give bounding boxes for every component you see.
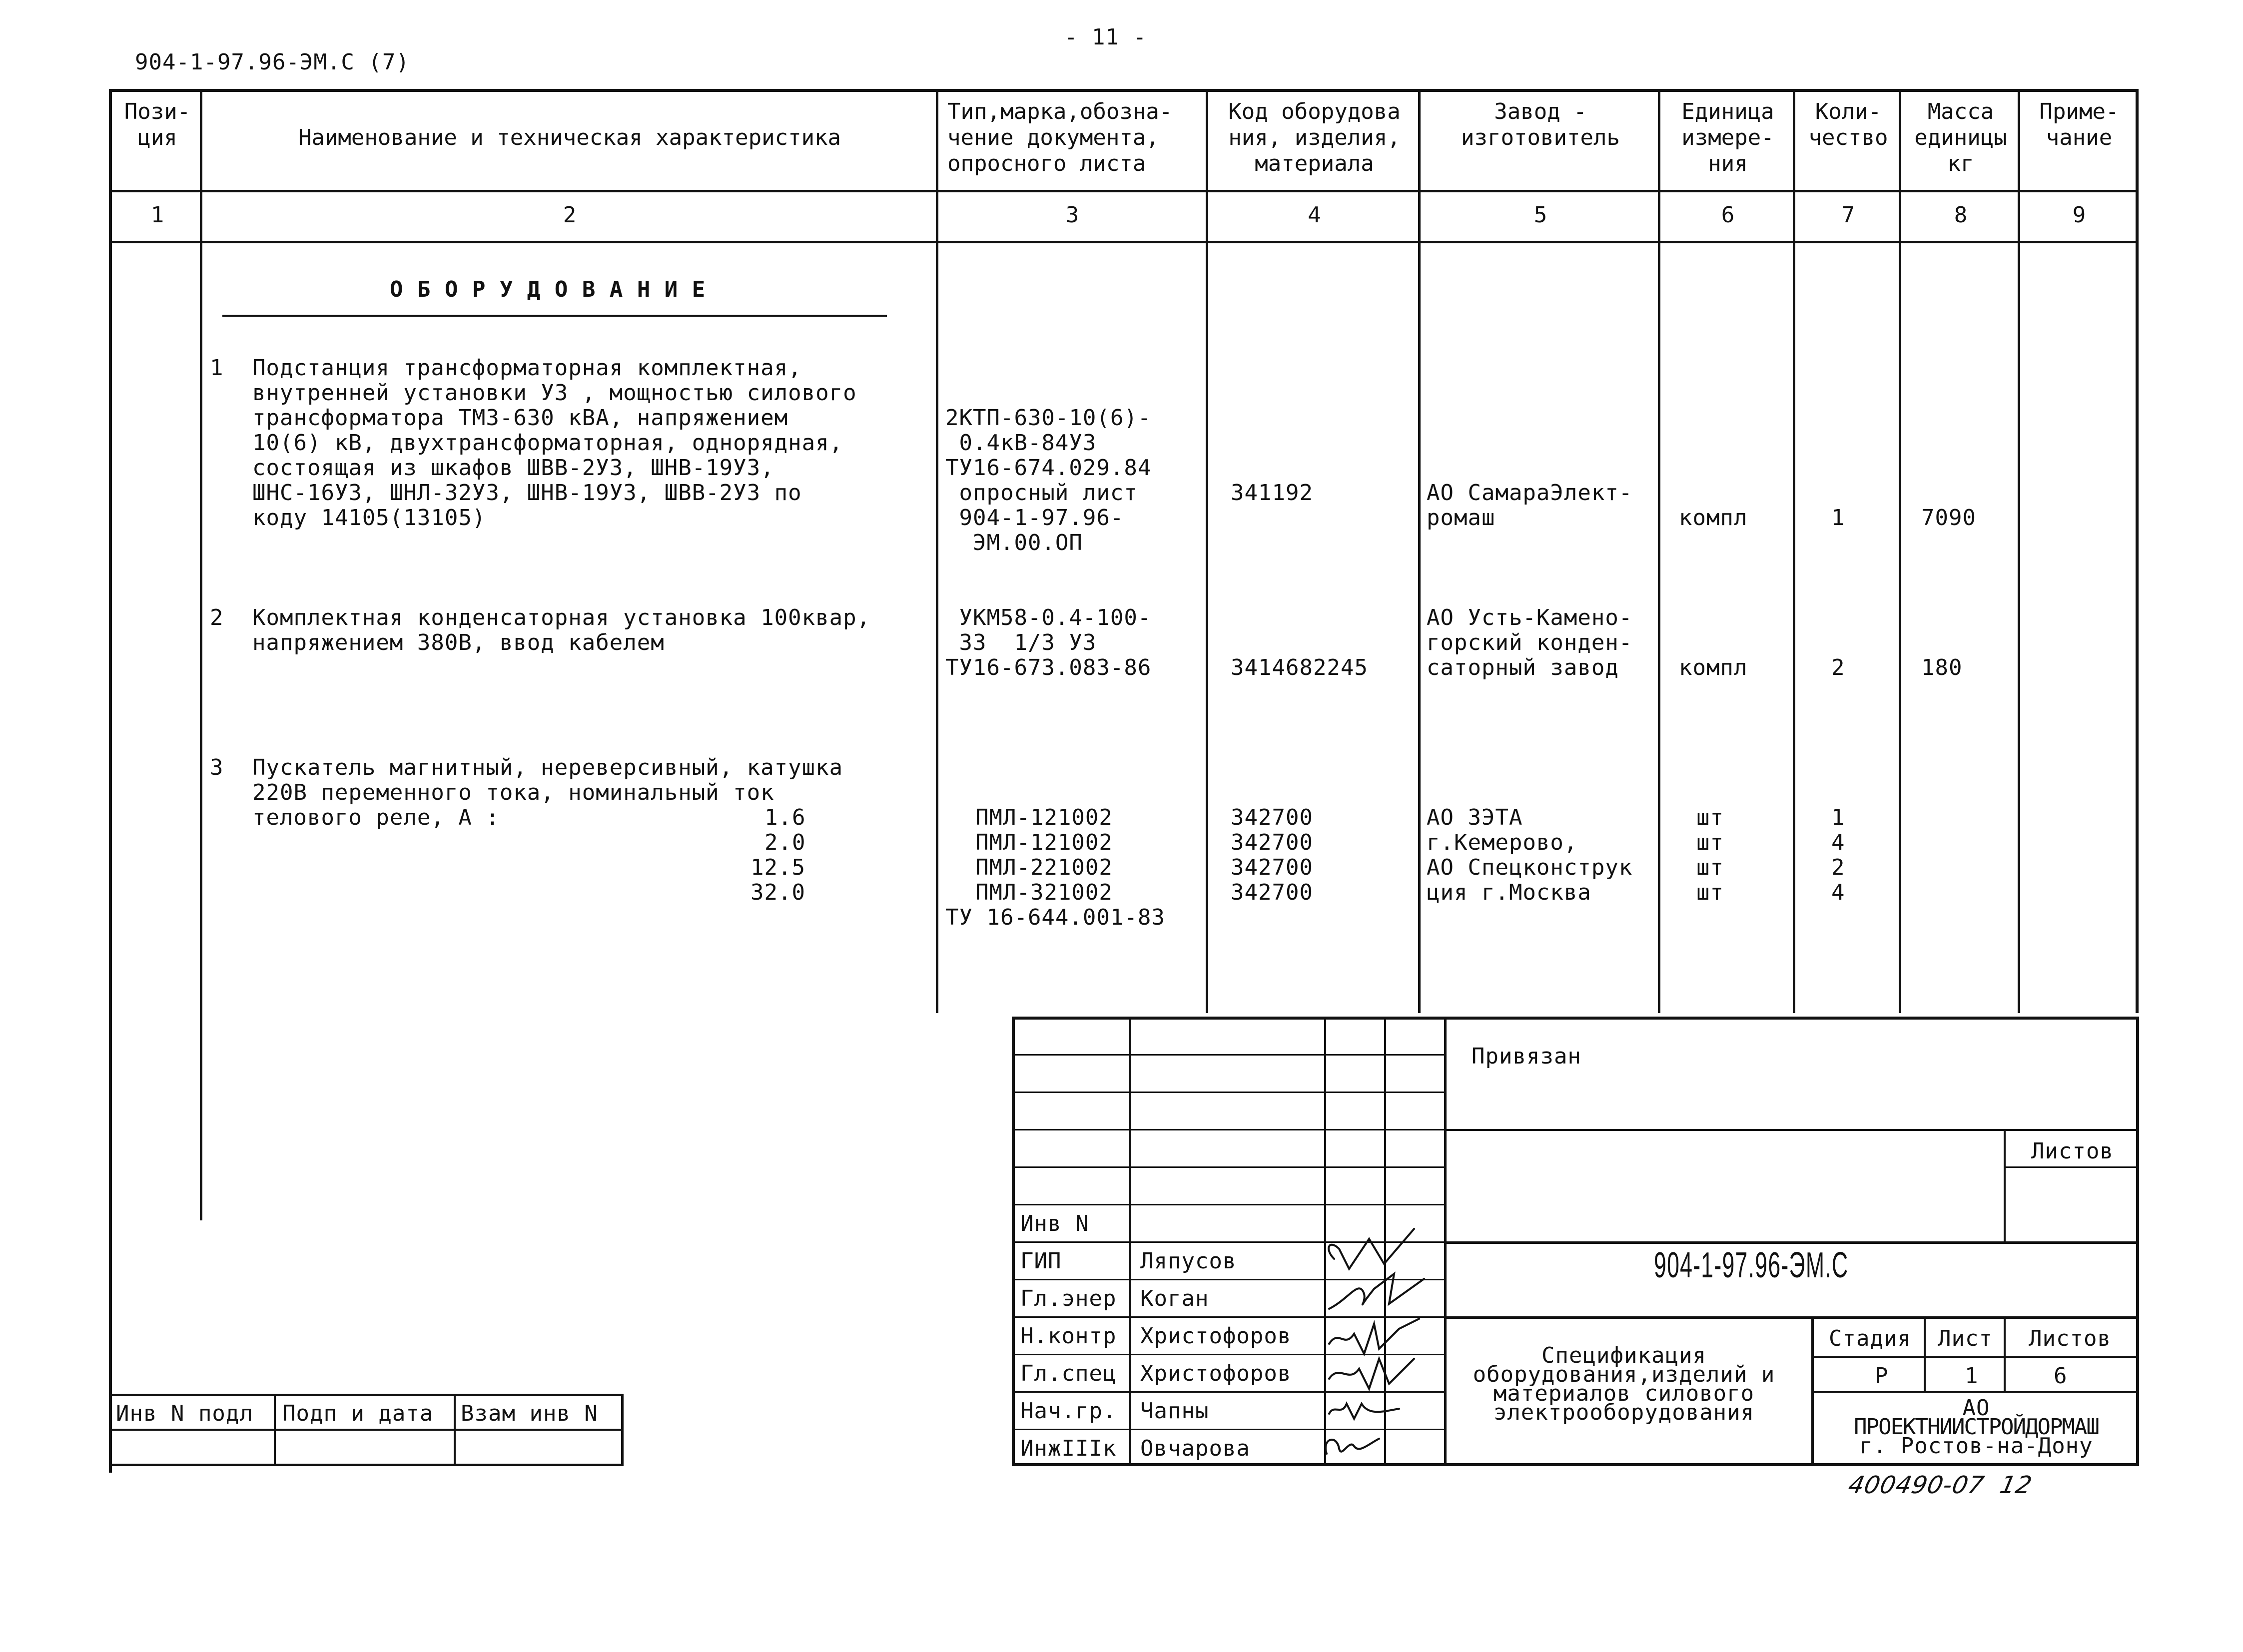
header-note: Приме- чание: [2039, 99, 2119, 150]
stamp-listov2-label: Листов: [2029, 1326, 2111, 1351]
item-1-qty: 1: [1831, 505, 1845, 531]
col-number-9: 9: [2072, 202, 2086, 228]
item-1-code: 341192: [1231, 480, 1313, 506]
item-3-number: 3: [210, 755, 224, 780]
header-unit: Единица измере- ния: [1681, 99, 1774, 176]
header-code: Код оборудова ния, изделия, материала: [1228, 99, 1401, 176]
item-2-qty: 2: [1831, 655, 1845, 680]
section-title: О Б О Р У Д О В А Н И Е: [390, 277, 706, 302]
col-number-1: 1: [150, 202, 164, 228]
header-qty: Коли- чество: [1808, 99, 1888, 150]
left-stamp-vzam-inv: Взам инв N: [461, 1401, 598, 1426]
stamp-listov-value: 6: [2054, 1363, 2068, 1389]
header-mass: Масса единицы кг: [1914, 99, 2007, 176]
item-1-number: 1: [210, 355, 224, 381]
section-underline: [222, 315, 887, 317]
item-2-code: 3414682245: [1231, 655, 1368, 680]
stamp-stadiya-label: Стадия: [1829, 1326, 1911, 1351]
header-type: Тип,марка,обозна- чение документа, опросного листа: [947, 99, 1173, 176]
item-1-mass: 7090: [1921, 505, 1976, 531]
stamp-list-value: 1: [1965, 1363, 1979, 1389]
col-number-3: 3: [1065, 202, 1079, 228]
stamp-inv-label: Инв N: [1020, 1211, 1089, 1236]
item-2-number: 2: [210, 605, 224, 630]
item-1-unit: компл: [1679, 505, 1748, 531]
stamp-listov-label: Листов: [2031, 1138, 2114, 1164]
document-code: 904-1-97.96-ЭМ.С (7): [135, 49, 410, 75]
page-number: - 11 -: [1064, 24, 1147, 50]
header-name: Наименование и техническая характеристика: [298, 125, 841, 150]
col-number-8: 8: [1954, 202, 1968, 228]
stamp-list-label: Лист: [1938, 1326, 1993, 1351]
col-number-7: 7: [1841, 202, 1855, 228]
item-2-mass: 180: [1921, 655, 1963, 680]
col-number-4: 4: [1308, 202, 1321, 228]
col-number-6: 6: [1721, 202, 1735, 228]
left-stamp-podp-data: Подп и дата: [282, 1401, 434, 1426]
header-position: Пози- ция: [124, 99, 191, 150]
signatures: [1319, 1219, 1444, 1469]
item-2-unit: компл: [1679, 655, 1748, 680]
left-stamp-inv-podl: Инв N подл: [116, 1401, 253, 1426]
stamp-designation: 904-1-97.96-ЭМ.С: [1654, 1245, 1849, 1285]
stamp-stadiya-value: Р: [1875, 1363, 1889, 1389]
stamp-privyazan: Привязан: [1472, 1044, 1581, 1069]
col-number-2: 2: [563, 202, 577, 228]
handwritten-note: 400490-07 12: [1846, 1471, 2035, 1499]
col-number-5: 5: [1533, 202, 1547, 228]
header-maker: Завод - изготовитель: [1461, 99, 1620, 150]
